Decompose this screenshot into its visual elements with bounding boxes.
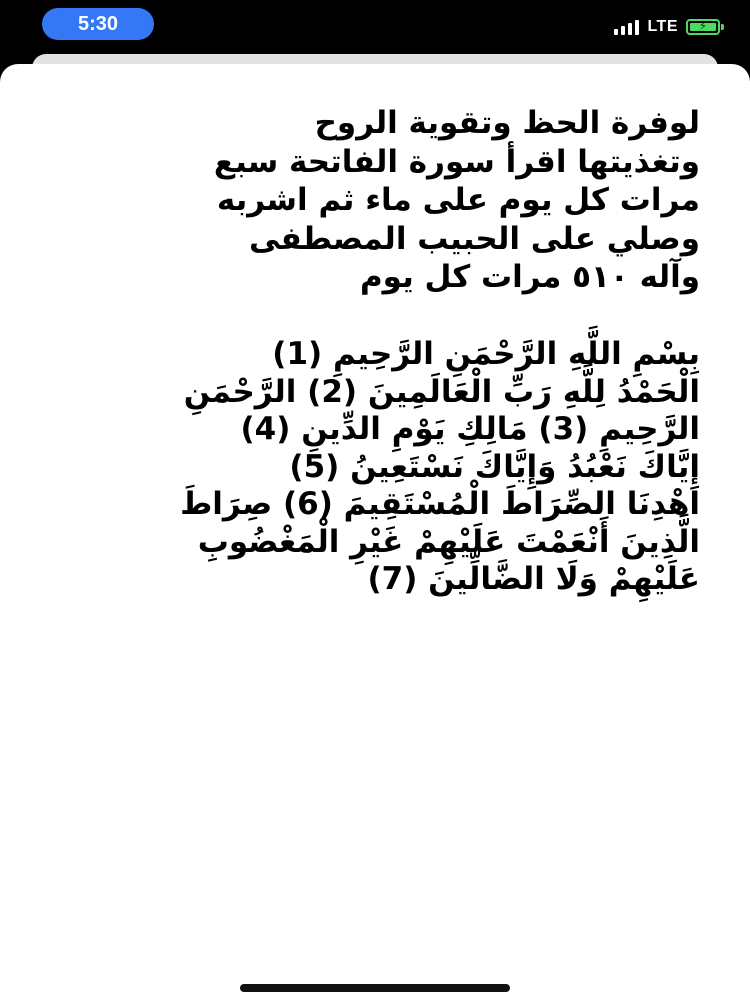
intro-line: وآله ٥١٠ مرات كل يوم <box>359 259 700 295</box>
verse-line: الَّذِينَ أَنْعَمْتَ عَلَيْهِمْ غَيْرِ الْمَغْضُوبِ <box>197 523 700 560</box>
status-bar <box>0 0 750 52</box>
intro-text <box>60 104 700 297</box>
home-indicator[interactable] <box>240 984 510 992</box>
battery-charging-icon: ⚡ <box>686 19 724 35</box>
surah-fatiha-text <box>60 336 700 599</box>
intro-line: لوفرة الحظ وتقوية الروح <box>314 105 700 141</box>
status-time[interactable]: 5:30 <box>42 8 154 40</box>
verse-line: بِسْمِ اللَّهِ الرَّحْمَنِ الرَّحِيمِ (1) <box>272 336 700 372</box>
intro-line: وتغذيتها اقرأ سورة الفاتحة سبع <box>213 143 700 180</box>
verse-line: اهْدِنَا الصِّرَاطَ الْمُسْتَقِيمَ (6) صِرَاطَ <box>180 486 700 522</box>
signal-bars-icon <box>614 19 639 35</box>
intro-line: مرات كل يوم على ماء ثم اشربه <box>216 182 700 218</box>
verse-line: الْحَمْدُ لِلَّهِ رَبِّ الْعَالَمِينَ (2) الرَّحْمَنِ <box>183 373 700 410</box>
verse-line: عَلَيْهِمْ وَلَا الضَّالِّينَ (7) <box>367 561 700 597</box>
verse-line: إِيَّاكَ نَعْبُدُ وَإِيَّاكَ نَسْتَعِينُ (5) <box>289 448 700 485</box>
status-indicators <box>614 15 724 39</box>
network-type-label: LTE <box>647 18 678 35</box>
verse-line: الرَّحِيمِ (3) مَالِكِ يَوْمِ الدِّينِ (4) <box>240 411 700 447</box>
intro-line: وصلي على الحبيب المصطفى <box>248 220 700 257</box>
